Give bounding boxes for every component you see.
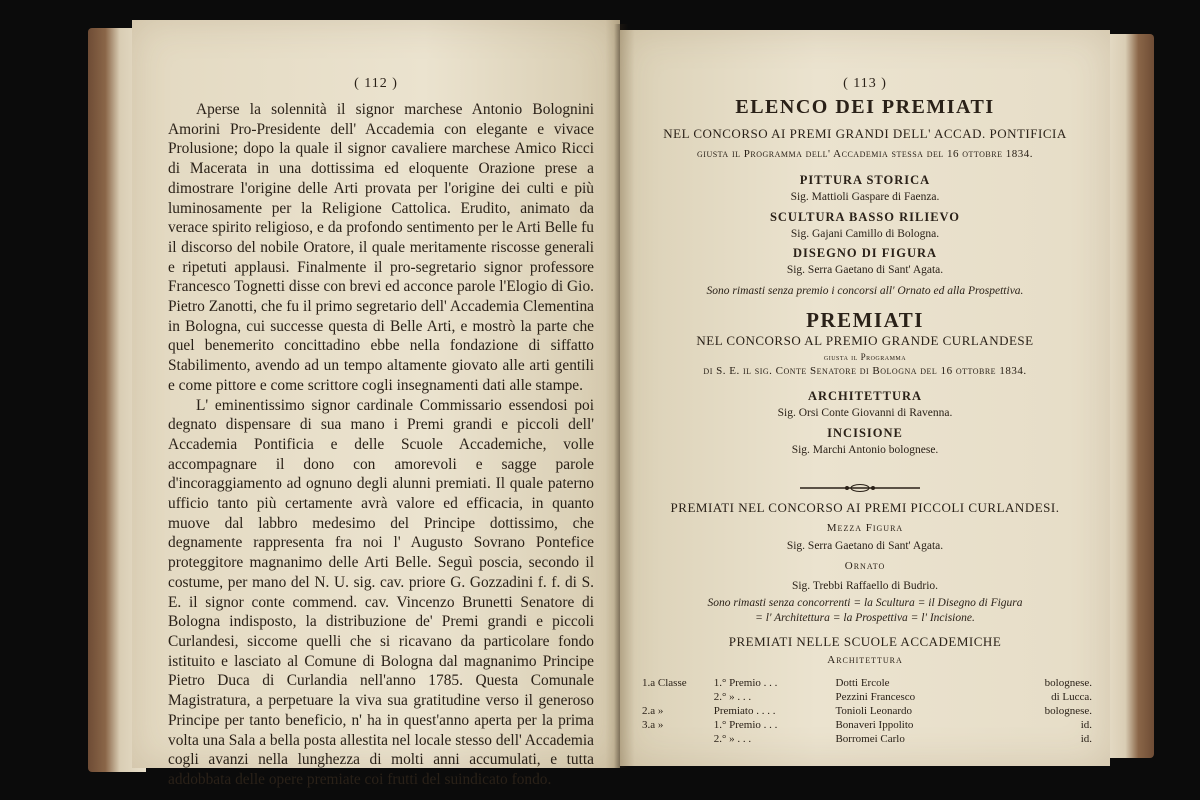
table-cell: di Lucca. [1051, 691, 1092, 703]
winner-mezza-figura: Sig. Serra Gaetano di Sant' Agata. [786, 540, 944, 552]
program-note-2b: di S. E. il sig. Conte Senatore di Bologna del 16 ottobre 1834. [703, 365, 1027, 377]
winner-ornato: Sig. Trebbi Raffaello di Budrio. [791, 580, 939, 592]
table-row [642, 676, 1092, 690]
category-architettura-scuole: Architettura [827, 654, 903, 666]
table-cell: 2.a » [642, 705, 664, 717]
table-row [642, 718, 1092, 732]
table-cell: id. [1080, 719, 1092, 731]
table-row [642, 704, 1092, 718]
category-disegno: DISEGNO DI FIGURA [792, 246, 938, 260]
table-cell: Pezzini Francesco [835, 691, 916, 703]
left-page [132, 20, 620, 788]
category-pittura: PITTURA STORICA [799, 173, 931, 187]
subtitle-curlandese: NEL CONCORSO AL PREMIO GRANDE CURLANDESE [696, 333, 1034, 348]
program-note-1: giusta il Programma dell' Accademia stessa del 16 ottobre 1834. [697, 148, 1033, 160]
paragraph-2: L' eminentissimo signor cardinale Commissario essendosi poi degnato dispensare di sua mano i Premi grandi e piccoli dell' Accademia Pontificia e delle Scuole Accademiche, volle accompagnare il dono con amorevoli e sagge parole d'incoraggiamento ad ognuno degli alunni premiati. Il quale paterno ufficio tanto più certamente avrà valore ed efficacia, in quanto muove dal labbro medesimo del Principe dottissimo, che degnamente rappresenta fra noi l' Augusto Sovrano Pontefice proteggitore magnanimo delle Arti Belle. Seguì poscia, secondo il costume, per mano del N. U. sig. cav. priore G. Gozzadini f. f. di S. E. il signor conte commend. cav. Vincenzo Brunetti Senatore di Bologna indisposto, la distribuzione de' Premi grandi e piccoli Curlandesi, siccome quelli che si ricavano da particolare fondo istituito e lasciato al Comune di Bologna dal magnanimo Principe Pietro Duca di Curlandia nell'anno 1785. Questa Comunale Magistratura, a perpetuare la viva sua gratitudine verso il generoso Principe per tanto beneficio, n' ha in quest'anno aperta per la prima volta una Sala a bella posta allestita nel locale stesso dell' Accademia cogli avanzi nella lunghezza di molti anni accumulati, e tutta addobbata delle opere premiate coi frutti del suindicato fondo. [168, 396, 594, 788]
page-number-right: ( 113 ) [843, 76, 887, 91]
table-cell: 2.° » . . . [713, 691, 752, 703]
ornamental-rule [800, 483, 920, 493]
table-cell: 3.a » [642, 719, 664, 731]
table-cell: bolognese. [1044, 705, 1092, 717]
table-cell: 1.° Premio . . . [713, 677, 778, 689]
note-senza-concorrenti-1: Sono rimasti senza concorrenti = la Scultura = il Disegno di Figura [707, 597, 1023, 609]
title-premi-piccoli: PREMIATI NEL CONCORSO AI PREMI PICCOLI CURLANDESI. [670, 500, 1060, 515]
winner-disegno: Sig. Serra Gaetano di Sant' Agata. [786, 264, 944, 276]
program-note-2a: giusta il Programma [823, 352, 907, 362]
winner-scultura: Sig. Gajani Camillo di Bologna. [790, 228, 940, 240]
winner-incisione: Sig. Marchi Antonio bolognese. [791, 444, 939, 456]
category-incisione: INCISIONE [827, 426, 903, 440]
awards-table [642, 676, 1092, 746]
category-mezza-figura: Mezza Figura [826, 522, 904, 534]
table-cell: 1.a Classe [642, 677, 687, 689]
table-cell [642, 732, 714, 746]
table-cell [642, 690, 714, 704]
table-row [642, 732, 1092, 746]
left-page-text [168, 100, 594, 790]
page-number-left: ( 112 ) [354, 76, 398, 91]
category-scultura: SCULTURA BASSO RILIEVO [769, 210, 961, 224]
table-row [642, 690, 1092, 704]
right-page [620, 30, 1110, 766]
title-premiati: PREMIATI [806, 308, 924, 332]
winner-architettura: Sig. Orsi Conte Giovanni di Ravenna. [777, 407, 953, 419]
table-cell: Premiato . . . . [713, 705, 776, 717]
table-cell: id. [1080, 733, 1092, 745]
paragraph-1: Aperse la solennità il signor marchese Antonio Bolognini Amorini Pro-Presidente dell' Accademia con elegante e vivace Prolusione; dopo la quale il signor cavaliere marchese Amico Ricci di Macerata in una dottissima ed eloquente Orazione prese a dimostrare l'origine delle Arti provata per l'origine dei culti e più luminosamente per la Religione Cattolica. Erudito, animato da verace spirito religioso, e da profondo sentimento per le Arti Belle fu il discorso del nobile Oratore, il quale meritamente riscosse generali e ripetuti applausi. Finalmente il pro-segretario signor professore Francesco Tognetti disse con brevi ed acconce parole l'Elogio di Gio. Pietro Zanotti, che fu il primo segretario dell' Accademia Clementina in Bologna, cui successe questa di Belle Arti, e mostrò la parte che quel benemerito concittadino ebbe nella fondazione di siffatto Stabilimento, avendo ad un tempo altamente giovato alle arti gentili e come pittore e come scrittore cogli insegnamenti dati alle stampe. [168, 101, 594, 394]
title-elenco: ELENCO DEI PREMIATI [735, 96, 995, 118]
table-cell: 1.° Premio . . . [713, 719, 778, 731]
table-cell: Bonaveri Ippolito [835, 719, 914, 731]
subtitle-concorso-grandi: NEL CONCORSO AI PREMI GRANDI DELL' ACCAD. PONTIFICIA [663, 126, 1067, 141]
table-cell: bolognese. [1044, 677, 1092, 689]
category-architettura: ARCHITETTURA [807, 389, 923, 403]
winner-pittura: Sig. Mattioli Gaspare di Faenza. [790, 191, 940, 203]
note-senza-premio: Sono rimasti senza premio i concorsi all' Ornato ed alla Prospettiva. [706, 285, 1024, 297]
category-ornato: Ornato [844, 560, 886, 572]
table-cell: 2.° » . . . [713, 733, 752, 745]
table-cell: Borromei Carlo [835, 733, 905, 745]
table-cell: Dotti Ercole [835, 677, 890, 689]
title-scuole-accademiche: PREMIATI NELLE SCUOLE ACCADEMICHE [728, 634, 1002, 649]
note-senza-concorrenti-2: = l' Architettura = la Prospettiva = l' Incisione. [755, 612, 975, 624]
table-cell: Tonioli Leonardo [835, 705, 912, 717]
open-book [88, 20, 1154, 788]
